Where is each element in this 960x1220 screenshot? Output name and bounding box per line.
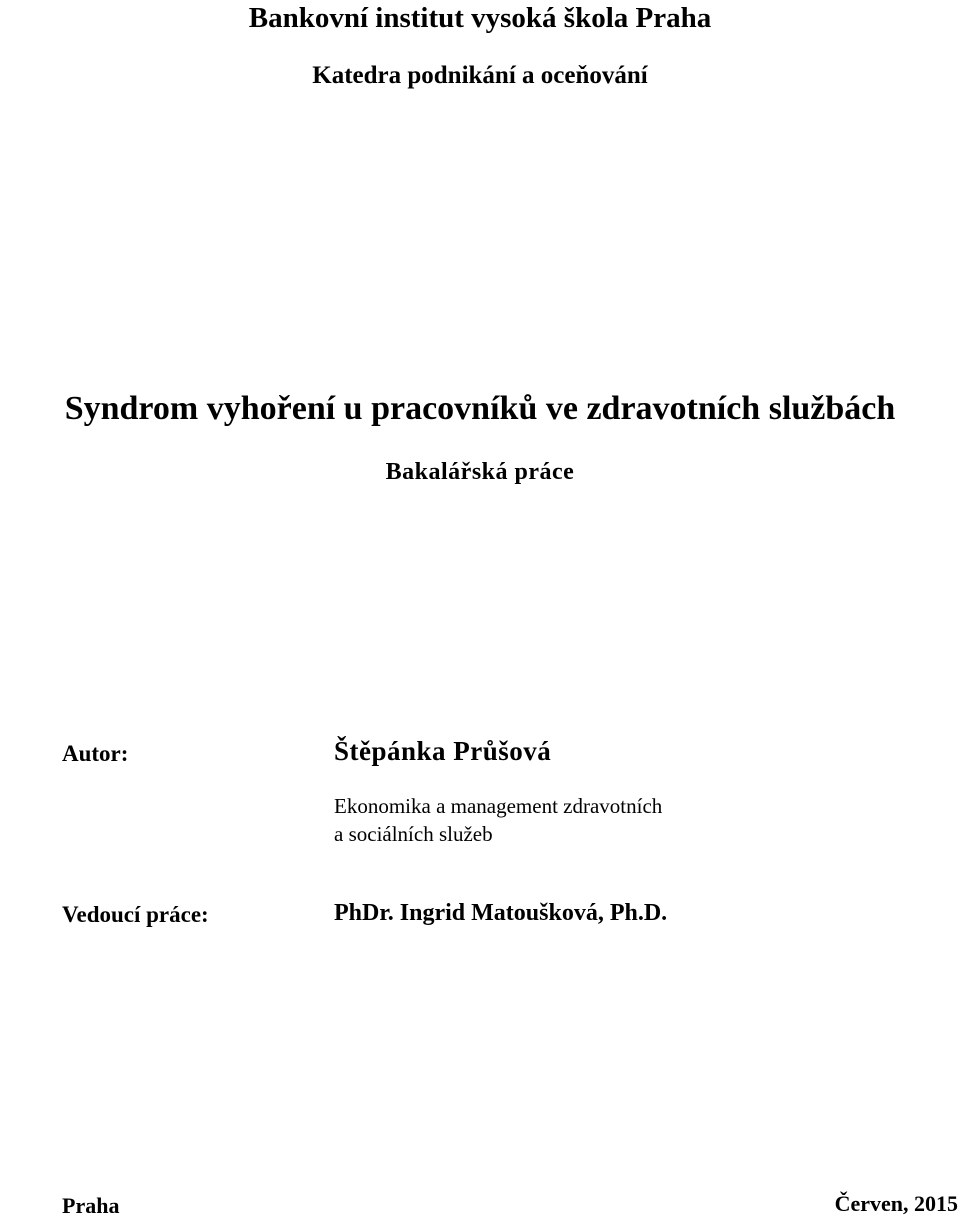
thesis-type: Bakalářská práce [385, 459, 575, 485]
date: Červen, 2015 [834, 1191, 958, 1216]
author-label: Autor: [62, 741, 129, 766]
study-program-line-1: Ekonomika a management zdravotních [334, 794, 663, 818]
supervisor-label: Vedoucí práce: [62, 902, 209, 927]
city: Praha [62, 1193, 120, 1218]
author-name: Štěpánka Průšová [334, 736, 552, 766]
study-program [334, 792, 774, 848]
supervisor-name: PhDr. Ingrid Matoušková, Ph.D. [334, 900, 668, 926]
thesis-title: Syndrom vyhoření u pracovníků ve zdravotních službách [64, 390, 896, 427]
department-name: Katedra podnikání a oceňování [312, 62, 648, 89]
study-program-line-2: a sociálních služeb [334, 822, 493, 846]
institution-name: Bankovní institut vysoká škola Praha [248, 2, 712, 34]
